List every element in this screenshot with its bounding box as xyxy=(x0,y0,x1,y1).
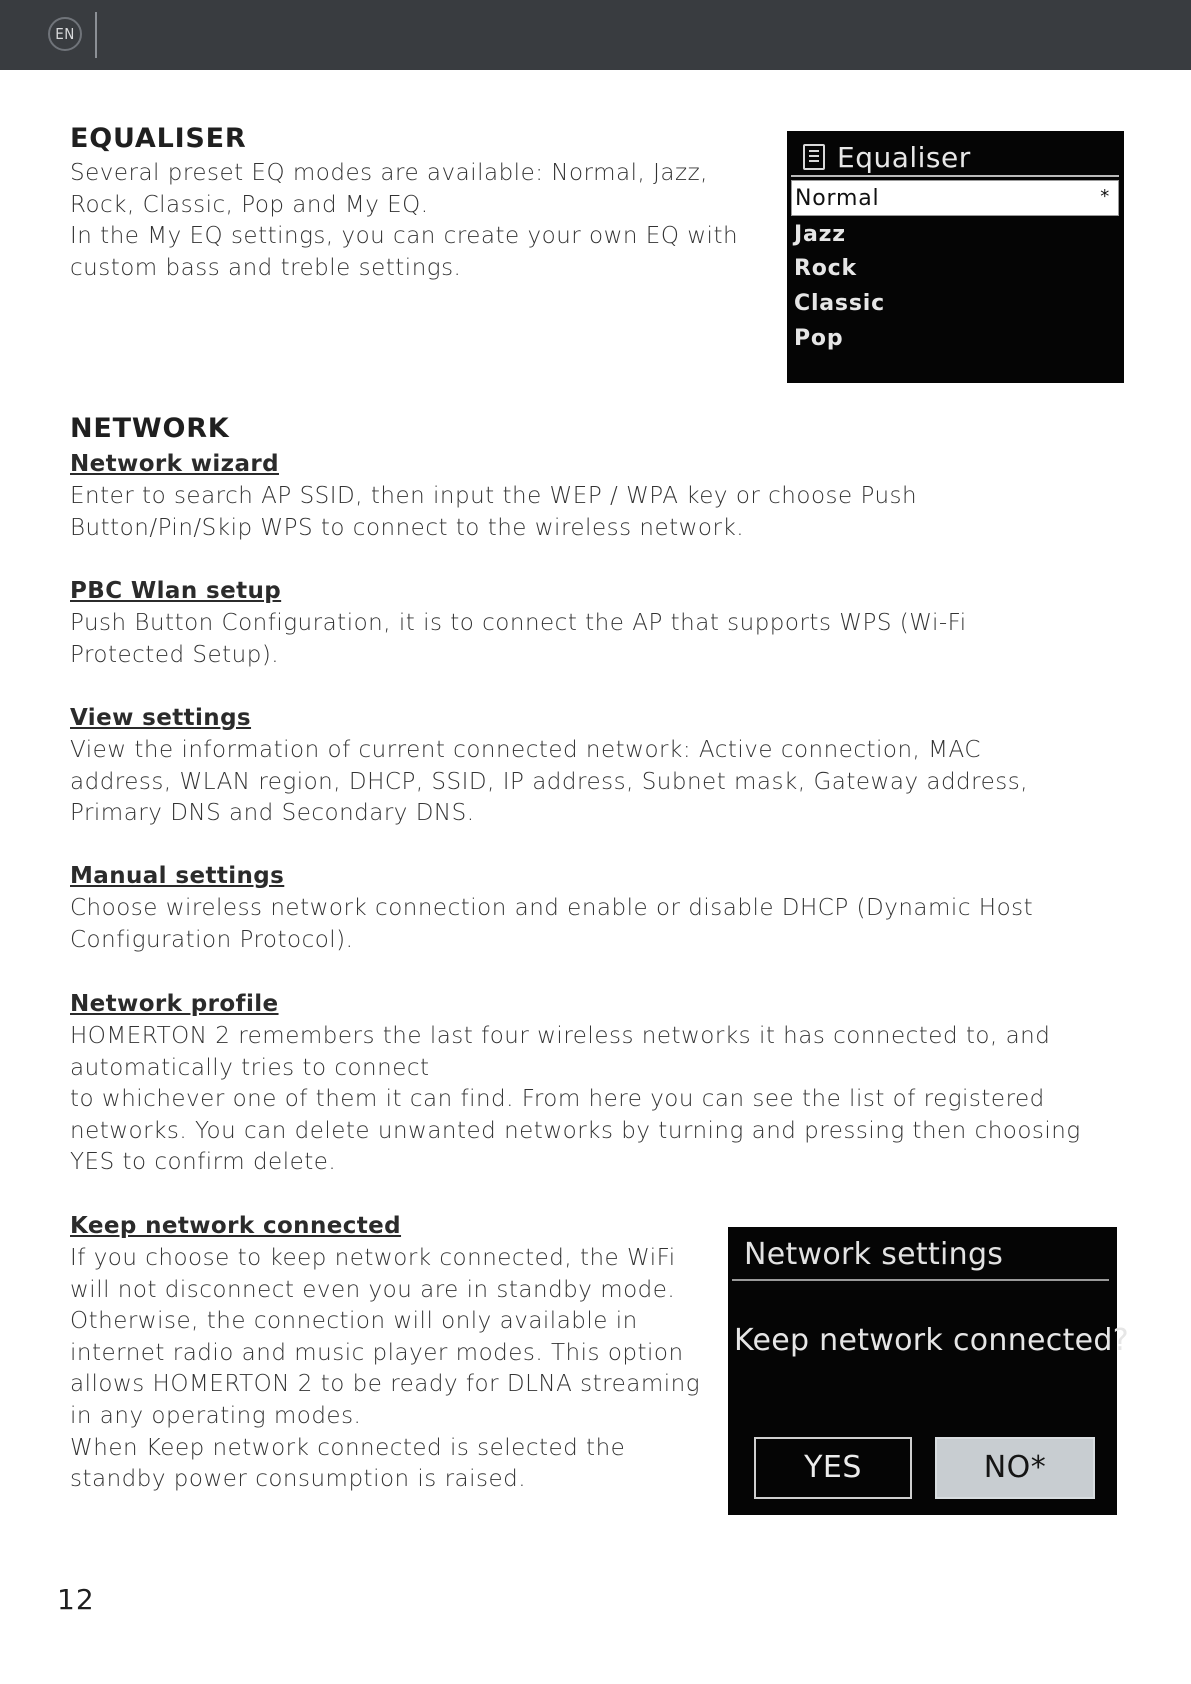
keep-network-question: Keep network connected? xyxy=(734,1323,1129,1358)
pbc-wlan-setup-title: PBC Wlan setup xyxy=(70,578,282,604)
equaliser-body xyxy=(70,158,740,284)
page-number: 12 xyxy=(57,1583,95,1616)
pbc-wlan-setup-body: Push Button Configuration, it is to connect the AP that supports WPS (Wi-Fi Protected Setup). xyxy=(70,610,967,668)
keep-network-connected-body xyxy=(70,1243,705,1496)
equaliser-screen-title xyxy=(803,139,971,175)
eq-item-normal[interactable] xyxy=(791,180,1119,216)
eq-item-classic[interactable]: Classic xyxy=(794,291,885,316)
list-icon xyxy=(803,144,825,170)
network-profile-body xyxy=(70,1021,1120,1179)
eq-item-pop[interactable]: Pop xyxy=(794,326,844,351)
view-settings-body: View the information of current connected network: Active connection, MAC address, WLAN region, DHCP, SSID, IP address, Subnet mask, Gateway address, Primary DNS and Secondary DNS. xyxy=(70,737,1029,827)
selected-marker: * xyxy=(1100,186,1110,207)
keep-network-connected-body-line2: When Keep network connected is selected the standby power consumption is raised. xyxy=(70,1434,626,1493)
network-wizard-title: Network wizard xyxy=(70,451,279,477)
eq-item-label: Normal xyxy=(795,186,880,211)
header-bar xyxy=(0,0,1191,70)
equaliser-screen xyxy=(787,131,1124,383)
equaliser-screen-title-text: Equaliser xyxy=(837,140,971,174)
network-profile-title: Network profile xyxy=(70,991,279,1017)
manual-settings-body: Choose wireless network connection and enable or disable DHCP (Dynamic Host Configuration Protocol). xyxy=(70,895,1034,953)
network-settings-screen xyxy=(728,1227,1129,1515)
language-badge: EN xyxy=(48,17,82,51)
network-profile-body-line1: HOMERTON 2 remembers the last four wireless networks it has connected to, and automatically tries to connect xyxy=(70,1023,1051,1081)
manual-settings-title: Manual settings xyxy=(70,863,285,889)
eq-item-jazz[interactable]: Jazz xyxy=(794,222,846,247)
network-profile-body-line2: to whichever one of them it can find. From here you can see the list of registered networks. You can delete unwanted networks by turning and pressing then choosing YES to confirm delete. xyxy=(70,1086,1081,1176)
network-settings-screen-title: Network settings xyxy=(744,1237,1004,1272)
yes-button[interactable]: YES xyxy=(754,1437,912,1499)
eq-item-rock[interactable]: Rock xyxy=(794,256,857,281)
header-divider xyxy=(95,12,97,58)
keep-network-connected-body-line1: If you choose to keep network connected, the WiFi will not disconnect even you are in standby mode. Otherwise, the connection will only available in internet radio and music player modes. This option allows HOMERTON 2 to be ready for DLNA streaming in any operating modes. xyxy=(70,1245,701,1429)
equaliser-body-line2: In the My EQ settings, you can create your own EQ with custom bass and treble settings. xyxy=(70,223,739,281)
network-wizard-body: Enter to search AP SSID, then input the WEP / WPA key or choose Push Button/Pin/Skip WPS to connect to the wireless network. xyxy=(70,483,918,541)
equaliser-body-line1: Several preset EQ modes are available: Normal, Jazz, Rock, Classic, Pop and My EQ. xyxy=(70,160,708,218)
equaliser-screen-divider xyxy=(791,175,1119,177)
no-button[interactable]: NO* xyxy=(935,1437,1095,1499)
view-settings-title: View settings xyxy=(70,705,252,731)
network-heading: NETWORK xyxy=(70,413,230,444)
network-settings-divider xyxy=(732,1279,1109,1281)
equaliser-heading: EQUALISER xyxy=(70,123,247,154)
keep-network-connected-title: Keep network connected xyxy=(70,1213,402,1239)
